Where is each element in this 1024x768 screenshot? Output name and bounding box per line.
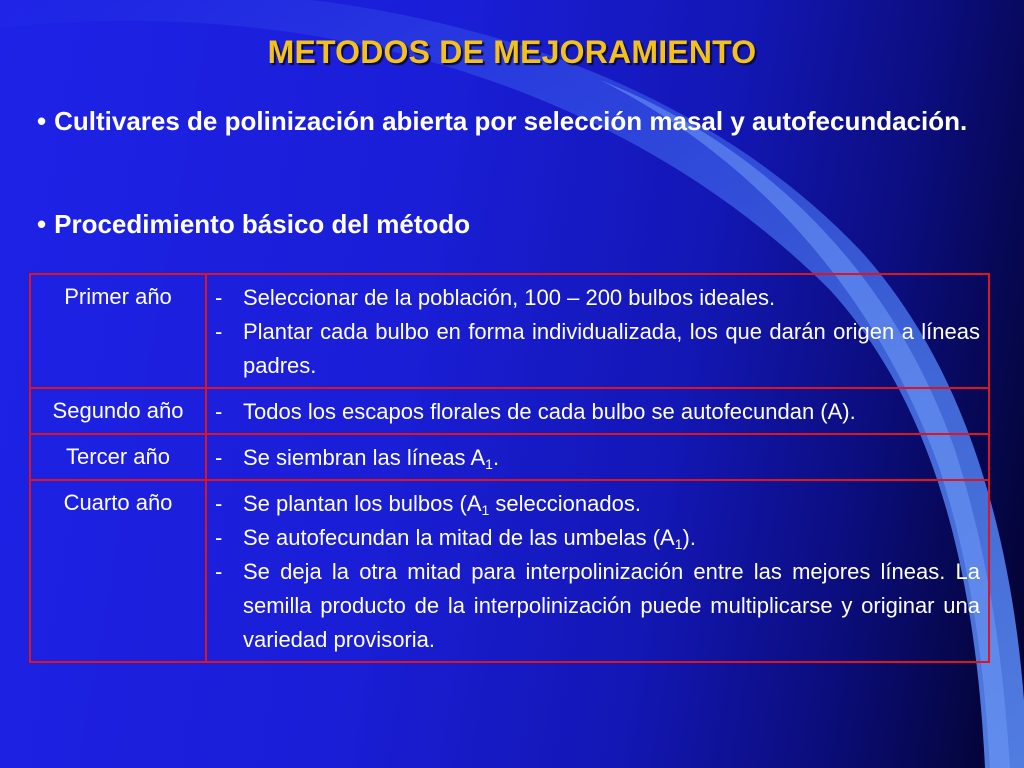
bullet-text: Procedimiento básico del método [54, 209, 471, 239]
step-item [215, 315, 980, 383]
step-text-part: ). [682, 525, 696, 550]
step-item [215, 281, 980, 315]
step-text: Se deja la otra mitad para interpolinización entre las mejores líneas. La semilla producto de la interpolinización puede multiplicarse y originar una variedad provisoria. [243, 559, 980, 652]
table-row [30, 388, 989, 434]
step-text: Plantar cada bulbo en forma individualizada, los que darán origen a líneas padres. [243, 319, 980, 378]
procedure-table [29, 273, 990, 663]
year-cell: Cuarto año [30, 480, 206, 662]
steps-list [215, 487, 980, 657]
step-item [215, 521, 980, 555]
bullet-point-cultivares [37, 104, 979, 139]
step-dash: - [215, 445, 223, 470]
step-text [243, 521, 980, 555]
step-dash: - [215, 559, 223, 584]
steps-cell [206, 388, 989, 434]
steps-list [215, 281, 980, 383]
steps-list [215, 395, 980, 429]
step-text-part: . [492, 445, 500, 470]
bullet-text: Cultivares de polinización abierta por selección masal y autofecundación. [54, 106, 968, 136]
subscript: 1 [481, 502, 490, 518]
steps-cell [206, 274, 989, 388]
table-row [30, 434, 989, 480]
step-item [215, 555, 980, 657]
year-cell: Tercer año [30, 434, 206, 480]
step-item [215, 441, 980, 475]
step-dash: - [215, 399, 223, 424]
year-cell: Segundo año [30, 388, 206, 434]
subscript: 1 [674, 536, 683, 552]
subscript: 1 [485, 456, 493, 472]
step-text-part: Se plantan los bulbos (A [243, 491, 482, 516]
slide-title: METODOS DE MEJORAMIENTO [267, 34, 757, 70]
steps-cell [206, 434, 989, 480]
steps-list [215, 441, 980, 475]
step-text-part: Se siembran las líneas A [243, 445, 486, 470]
step-dash: - [215, 525, 223, 550]
step-text [243, 441, 980, 475]
step-text-part: Se autofecundan la mitad de las umbelas (A [243, 525, 675, 550]
step-text: Seleccionar de la población, 100 – 200 bulbos ideales. [243, 285, 776, 310]
step-item [215, 395, 980, 429]
bullet-dot: • [37, 209, 47, 239]
step-text: Todos los escapos florales de cada bulbo se autofecundan (A). [243, 399, 856, 424]
step-dash: - [215, 285, 223, 310]
year-cell: Primer año [30, 274, 206, 388]
step-item [215, 487, 980, 521]
bullet-dot: • [37, 106, 47, 136]
steps-cell [206, 480, 989, 662]
step-dash: - [215, 319, 223, 344]
table-row [30, 480, 989, 662]
table-row [30, 274, 989, 388]
step-dash: - [215, 491, 223, 516]
step-text [243, 487, 980, 521]
procedure-table-body [30, 274, 989, 662]
step-text-part: seleccionados. [489, 491, 641, 516]
bullet-point-procedimiento [37, 207, 979, 242]
